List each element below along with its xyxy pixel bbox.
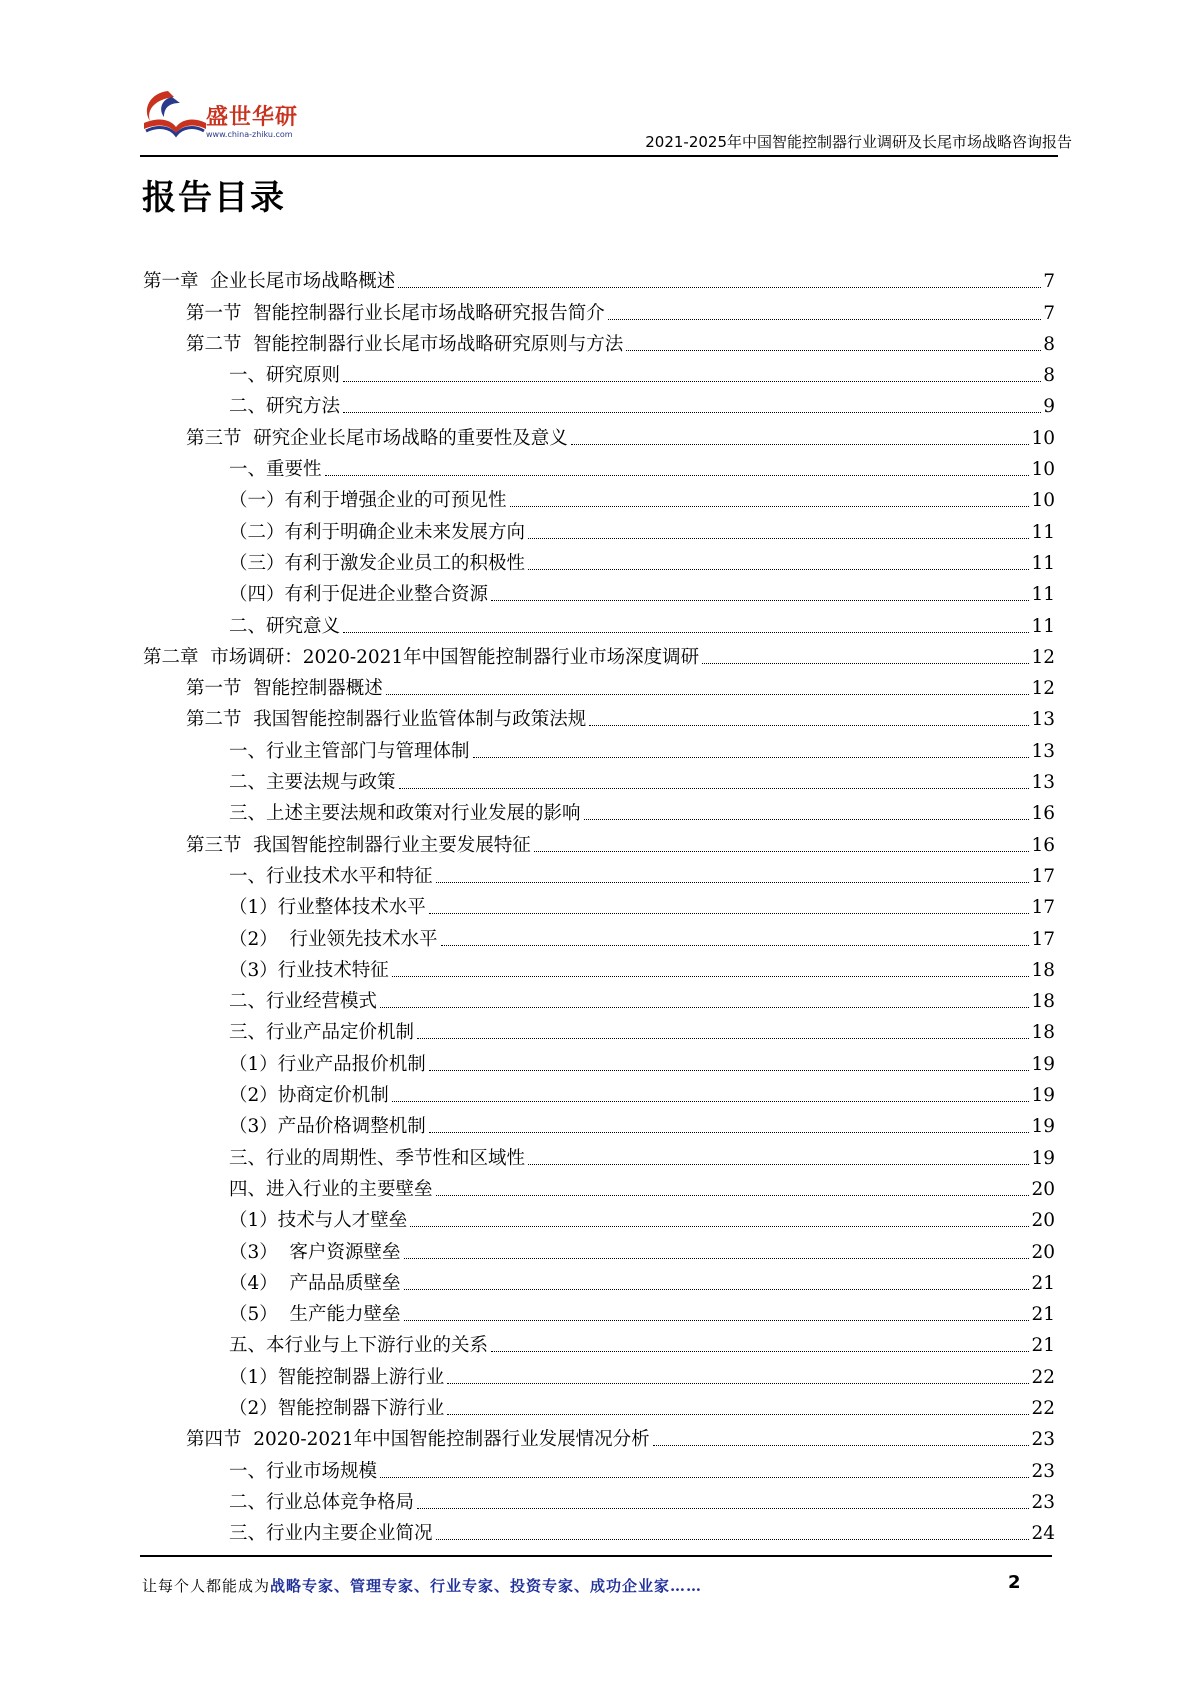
logo-name: 盛世华研 (206, 105, 299, 130)
toc-entry-label: （2）协商定价机制 (229, 1085, 389, 1107)
toc-entry-label: 第一节 智能控制器行业长尾市场战略研究报告简介 (186, 302, 605, 324)
toc-entry[interactable] (143, 951, 1055, 982)
toc-entry-label: （1）行业产品报价机制 (229, 1053, 426, 1075)
toc-entry[interactable] (143, 293, 1055, 324)
toc-entry-label: 三、行业内主要企业简况 (229, 1523, 433, 1545)
toc-dot-leader (528, 537, 1029, 539)
toc-entry-page: 11 (1031, 615, 1055, 637)
toc-entry[interactable] (143, 1483, 1055, 1514)
toc-dot-leader (510, 505, 1030, 507)
toc-entry[interactable] (143, 1295, 1055, 1326)
toc-entry-label: 第二节 我国智能控制器行业监管体制与政策法规 (186, 709, 587, 731)
footer-slogan-highlight: 战略专家、管理专家、行业专家、投资专家、成功企业家…… (270, 1577, 703, 1595)
toc-entry-label: 一、行业主管部门与管理体制 (229, 740, 470, 762)
toc-dot-leader (398, 286, 1041, 288)
toc-entry[interactable] (143, 1107, 1055, 1138)
toc-entry[interactable] (143, 544, 1055, 575)
toc-dot-leader (392, 1100, 1030, 1102)
toc-dot-leader (325, 474, 1030, 476)
toc-entry[interactable] (143, 450, 1055, 481)
toc-entry-page: 7 (1043, 271, 1055, 293)
toc-entry-label: （3） 客户资源壁垒 (229, 1241, 401, 1263)
toc-entry-page: 20 (1031, 1241, 1055, 1263)
toc-entry[interactable] (143, 1264, 1055, 1295)
toc-dot-leader (392, 975, 1030, 977)
toc-dot-leader (343, 380, 1041, 382)
toc-entry-page: 16 (1031, 803, 1055, 825)
toc-entry-page: 16 (1031, 834, 1055, 856)
toc-entry-label: 第一章 企业长尾市场战略概述 (143, 271, 396, 293)
toc-entry[interactable] (143, 857, 1055, 888)
toc-dot-leader (417, 1037, 1029, 1039)
toc-entry-page: 19 (1031, 1147, 1055, 1169)
toc-dot-leader (404, 1319, 1030, 1321)
toc-entry-label: 二、主要法规与政策 (229, 772, 396, 794)
footer-slogan (142, 1575, 702, 1596)
toc-entry-label: （四）有利于促进企业整合资源 (229, 584, 489, 606)
toc-entry-page: 22 (1031, 1397, 1055, 1419)
toc-entry-page: 13 (1031, 772, 1055, 794)
toc-entry[interactable] (143, 512, 1055, 543)
toc-dot-leader (386, 693, 1030, 695)
toc-dot-leader (608, 318, 1041, 320)
toc-dot-leader (702, 662, 1029, 664)
toc-entry-label: 四、进入行业的主要壁垒 (229, 1178, 433, 1200)
toc-entry-page: 21 (1031, 1304, 1055, 1326)
page-title: 报告目录 (142, 178, 286, 218)
toc-entry-page: 21 (1031, 1272, 1055, 1294)
toc-entry[interactable] (143, 1232, 1055, 1263)
toc-entry[interactable] (143, 825, 1055, 856)
toc-entry[interactable] (143, 1514, 1055, 1545)
toc-entry[interactable] (143, 481, 1055, 512)
toc-dot-leader (410, 1225, 1029, 1227)
toc-entry-label: 三、行业的周期性、季节性和区域性 (229, 1147, 526, 1169)
toc-entry-label: （1）技术与人才壁垒 (229, 1210, 408, 1232)
toc-entry-page: 17 (1031, 865, 1055, 887)
toc-entry[interactable] (143, 1451, 1055, 1482)
toc-entry-page: 23 (1031, 1491, 1055, 1513)
toc-entry[interactable] (143, 356, 1055, 387)
toc-entry-label: （三）有利于激发企业员工的积极性 (229, 552, 526, 574)
toc-entry[interactable] (143, 1201, 1055, 1232)
toc-entry-page: 13 (1031, 740, 1055, 762)
toc-entry-page: 19 (1031, 1116, 1055, 1138)
toc-entry[interactable] (143, 1389, 1055, 1420)
report-title: 2021-2025年中国智能控制器行业调研及长尾市场战略咨询报告 (645, 133, 1072, 151)
toc-entry-label: 一、研究原则 (229, 365, 341, 387)
toc-entry-label: （2） 行业领先技术水平 (229, 928, 438, 950)
toc-entry-page: 9 (1043, 396, 1055, 418)
toc-entry-label: （4） 产品品质壁垒 (229, 1272, 401, 1294)
toc-entry-page: 21 (1031, 1335, 1055, 1357)
toc-dot-leader (534, 850, 1030, 852)
toc-entry-label: （3）产品价格调整机制 (229, 1116, 426, 1138)
toc-dot-leader (436, 1194, 1030, 1196)
toc-entry-page: 18 (1031, 991, 1055, 1013)
toc-entry-page: 12 (1031, 678, 1055, 700)
toc-dot-leader (343, 411, 1041, 413)
toc-entry[interactable] (143, 669, 1055, 700)
toc-entry-page: 18 (1031, 959, 1055, 981)
toc-entry[interactable] (143, 919, 1055, 950)
toc-dot-leader (626, 349, 1041, 351)
toc-entry[interactable] (143, 606, 1055, 637)
toc-entry-page: 17 (1031, 897, 1055, 919)
toc-entry-label: 三、行业产品定价机制 (229, 1022, 415, 1044)
toc-entry[interactable] (143, 1420, 1055, 1451)
logo-url: www.china-zhiku.com (206, 130, 293, 139)
toc-entry-page: 23 (1031, 1429, 1055, 1451)
toc-entry-page: 17 (1031, 928, 1055, 950)
toc-entry-page: 18 (1031, 1022, 1055, 1044)
toc-entry[interactable] (143, 700, 1055, 731)
toc-entry-label: （二）有利于明确企业未来发展方向 (229, 521, 526, 543)
toc-dot-leader (380, 1476, 1029, 1478)
toc-entry-page: 12 (1031, 646, 1055, 668)
toc-entry-label: （2）智能控制器下游行业 (229, 1397, 445, 1419)
toc-entry-page: 10 (1031, 459, 1055, 481)
toc-entry-page: 11 (1031, 584, 1055, 606)
toc-dot-leader (589, 724, 1029, 726)
toc-entry-page: 7 (1043, 302, 1055, 324)
toc-entry-label: 第三节 我国智能控制器行业主要发展特征 (186, 834, 531, 856)
toc-entry[interactable] (143, 1326, 1055, 1357)
toc-entry-label: 一、行业技术水平和特征 (229, 865, 433, 887)
toc-entry-label: （1）智能控制器上游行业 (229, 1366, 445, 1388)
toc-entry-page: 13 (1031, 709, 1055, 731)
toc-entry-page: 22 (1031, 1366, 1055, 1388)
toc-entry[interactable] (143, 763, 1055, 794)
toc-entry-page: 20 (1031, 1178, 1055, 1200)
toc-entry[interactable] (143, 575, 1055, 606)
toc-dot-leader (429, 1069, 1030, 1071)
toc-dot-leader (404, 1257, 1030, 1259)
toc-entry-label: 二、行业总体竞争格局 (229, 1491, 415, 1513)
toc-entry[interactable] (143, 1044, 1055, 1075)
toc-entry-page: 10 (1031, 490, 1055, 512)
toc-entry-page: 10 (1031, 427, 1055, 449)
toc-dot-leader (447, 1382, 1029, 1384)
toc-dot-leader (491, 599, 1029, 601)
toc-dot-leader (571, 443, 1030, 445)
toc-entry-label: 第三节 研究企业长尾市场战略的重要性及意义 (186, 427, 568, 449)
toc-entry[interactable] (143, 1138, 1055, 1169)
toc-entry[interactable] (143, 418, 1055, 449)
toc-entry-label: 五、本行业与上下游行业的关系 (229, 1335, 489, 1357)
toc-entry-label: （3）行业技术特征 (229, 959, 389, 981)
toc-dot-leader (429, 1131, 1030, 1133)
toc-dot-leader (436, 881, 1030, 883)
toc-dot-leader (404, 1288, 1030, 1290)
toc-entry-label: 二、行业经营模式 (229, 991, 378, 1013)
toc-dot-leader (584, 818, 1030, 820)
toc-entry[interactable] (143, 1076, 1055, 1107)
footer-slogan-prefix: 让每个人都能成为 (142, 1577, 271, 1595)
toc-entry-page: 11 (1031, 521, 1055, 543)
toc-dot-leader (436, 1538, 1030, 1540)
toc-entry-label: 三、上述主要法规和政策对行业发展的影响 (229, 803, 581, 825)
toc-entry-page: 8 (1043, 365, 1055, 387)
toc-dot-leader (653, 1444, 1030, 1446)
toc-entry[interactable] (143, 387, 1055, 418)
toc-entry[interactable] (143, 638, 1055, 669)
page-number: 2 (1008, 1572, 1021, 1593)
toc-entry[interactable] (143, 982, 1055, 1013)
toc-dot-leader (491, 1350, 1029, 1352)
toc-entry[interactable] (143, 1170, 1055, 1201)
toc-entry-page: 11 (1031, 552, 1055, 574)
table-of-contents (143, 262, 1055, 1545)
toc-entry-page: 8 (1043, 333, 1055, 355)
header-divider (140, 155, 1058, 157)
toc-dot-leader (380, 1006, 1029, 1008)
toc-entry[interactable] (143, 888, 1055, 919)
toc-entry-page: 24 (1031, 1523, 1055, 1545)
toc-dot-leader (343, 631, 1029, 633)
toc-dot-leader (399, 787, 1030, 789)
toc-entry[interactable] (143, 325, 1055, 356)
toc-entry-label: 二、研究意义 (229, 615, 341, 637)
toc-entry-label: 一、重要性 (229, 459, 322, 481)
toc-entry-label: 第二节 智能控制器行业长尾市场战略研究原则与方法 (186, 333, 624, 355)
toc-entry-label: （1）行业整体技术水平 (229, 897, 426, 919)
toc-entry[interactable] (143, 1013, 1055, 1044)
toc-dot-leader (441, 944, 1030, 946)
toc-entry-label: （5） 生产能力壁垒 (229, 1304, 401, 1326)
toc-entry-label: 一、行业市场规模 (229, 1460, 378, 1482)
toc-entry[interactable] (143, 262, 1055, 293)
toc-entry-label: 第二章 市场调研：2020-2021年中国智能控制器行业市场深度调研 (143, 646, 700, 668)
toc-dot-leader (473, 756, 1030, 758)
toc-entry-label: 第四节 2020-2021年中国智能控制器行业发展情况分析 (186, 1429, 650, 1451)
toc-entry-label: （一）有利于增强企业的可预见性 (229, 490, 507, 512)
toc-entry[interactable] (143, 1357, 1055, 1388)
footer-divider (140, 1555, 1052, 1557)
toc-entry[interactable] (143, 794, 1055, 825)
toc-entry-page: 23 (1031, 1460, 1055, 1482)
toc-entry-label: 第一节 智能控制器概述 (186, 678, 383, 700)
toc-dot-leader (417, 1507, 1029, 1509)
toc-entry-label: 二、研究方法 (229, 396, 341, 418)
toc-entry-page: 20 (1031, 1210, 1055, 1232)
toc-dot-leader (429, 912, 1030, 914)
toc-dot-leader (447, 1413, 1029, 1415)
toc-entry-page: 19 (1031, 1053, 1055, 1075)
toc-entry[interactable] (143, 731, 1055, 762)
toc-entry-page: 19 (1031, 1085, 1055, 1107)
toc-dot-leader (528, 1163, 1029, 1165)
toc-dot-leader (528, 568, 1029, 570)
